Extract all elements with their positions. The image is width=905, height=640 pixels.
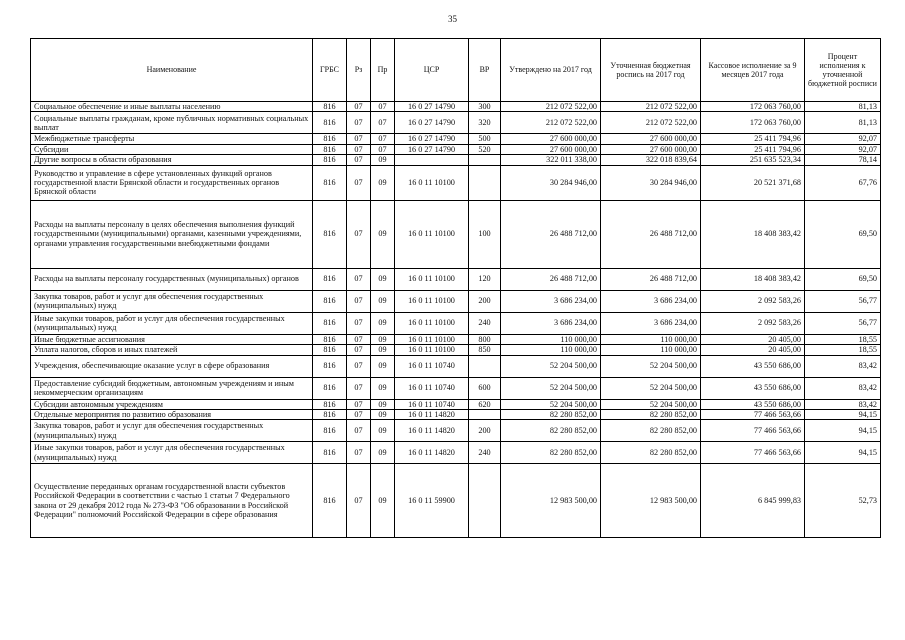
- table-cell-cash: 25 411 794,96: [701, 144, 805, 154]
- table-cell-cash: 251 635 523,34: [701, 155, 805, 165]
- table-cell-refined: 82 280 852,00: [601, 420, 701, 442]
- table-cell-refined: 212 072 522,00: [601, 112, 701, 134]
- table-cell-refined: 26 488 712,00: [601, 200, 701, 268]
- table-cell-name: Закупка товаров, работ и услуг для обеспечения государственных (муниципальных) нужд: [31, 420, 313, 442]
- table-row: [31, 165, 881, 200]
- table-cell-name: Осуществление переданных органам государственной власти субъектов Российской Федерации в соответствии с частью 1 статьи 7 Федерального закона от 29 декабря 2012 года № 273-ФЗ "Об образовании в Российской Федерации" полномочий Российской Федерации в сфере образования: [31, 464, 313, 538]
- table-cell-refined: 52 204 500,00: [601, 355, 701, 377]
- header-pr: Пр: [371, 39, 395, 102]
- table-row: [31, 268, 881, 290]
- table-cell-rz: 07: [347, 144, 371, 154]
- table-cell-grbs: 816: [313, 420, 347, 442]
- table-row: [31, 399, 881, 409]
- table-cell-csr: 16 0 11 10100: [395, 200, 469, 268]
- table-cell-refined: 110 000,00: [601, 345, 701, 355]
- table-cell-refined: 82 280 852,00: [601, 409, 701, 419]
- table-cell-vr: [469, 155, 501, 165]
- table-cell-percent: 52,73: [805, 464, 881, 538]
- table-cell-grbs: 816: [313, 377, 347, 399]
- table-cell-vr: 240: [469, 312, 501, 334]
- table-cell-name: Закупка товаров, работ и услуг для обеспечения государственных (муниципальных) нужд: [31, 290, 313, 312]
- table-cell-name: Руководство и управление в сфере установленных функций органов государственной власти Брянской области и государственных органов Брянской области: [31, 165, 313, 200]
- table-cell-csr: 16 0 11 10100: [395, 312, 469, 334]
- table-cell-pr: 09: [371, 464, 395, 538]
- table-cell-pr: 09: [371, 312, 395, 334]
- table-cell-name: Социальные выплаты гражданам, кроме публичных нормативных социальных выплат: [31, 112, 313, 134]
- table-cell-rz: 07: [347, 464, 371, 538]
- table-cell-pr: 09: [371, 290, 395, 312]
- table-cell-csr: 16 0 11 10740: [395, 399, 469, 409]
- table-cell-approved: 212 072 522,00: [501, 102, 601, 112]
- table-row: [31, 409, 881, 419]
- table-cell-pr: 09: [371, 345, 395, 355]
- table-cell-pr: 09: [371, 399, 395, 409]
- table-cell-cash: 77 466 563,66: [701, 420, 805, 442]
- table-cell-cash: 6 845 999,83: [701, 464, 805, 538]
- table-cell-vr: [469, 409, 501, 419]
- table-cell-csr: 16 0 11 10740: [395, 355, 469, 377]
- table-cell-pr: 07: [371, 112, 395, 134]
- table-cell-rz: 07: [347, 268, 371, 290]
- table-cell-percent: 81,13: [805, 112, 881, 134]
- table-cell-refined: 212 072 522,00: [601, 102, 701, 112]
- table-cell-percent: 92,07: [805, 144, 881, 154]
- table-cell-vr: [469, 464, 501, 538]
- table-cell-cash: 20 405,00: [701, 334, 805, 344]
- table-cell-refined: 3 686 234,00: [601, 312, 701, 334]
- table-cell-name: Расходы на выплаты персоналу в целях обеспечения выполнения функций государственными (муниципальными) органами, казенными учреждениями, органами управления государственными внебюджетными фондами: [31, 200, 313, 268]
- table-cell-percent: 56,77: [805, 290, 881, 312]
- table-cell-cash: 25 411 794,96: [701, 134, 805, 144]
- table-cell-approved: 82 280 852,00: [501, 442, 601, 464]
- table-cell-pr: 09: [371, 442, 395, 464]
- table-cell-pr: 09: [371, 268, 395, 290]
- table-cell-pr: 09: [371, 165, 395, 200]
- table-row: [31, 420, 881, 442]
- table-cell-name: Расходы на выплаты персоналу государственных (муниципальных) органов: [31, 268, 313, 290]
- table-cell-approved: 52 204 500,00: [501, 355, 601, 377]
- table-cell-pr: 07: [371, 102, 395, 112]
- table-cell-approved: 52 204 500,00: [501, 377, 601, 399]
- table-cell-percent: 56,77: [805, 312, 881, 334]
- table-cell-rz: 07: [347, 312, 371, 334]
- table-cell-vr: 240: [469, 442, 501, 464]
- table-cell-pr: 09: [371, 200, 395, 268]
- table-cell-pr: 09: [371, 334, 395, 344]
- table-cell-name: Иные закупки товаров, работ и услуг для обеспечения государственных (муниципальных) нужд: [31, 442, 313, 464]
- table-cell-csr: 16 0 11 14820: [395, 409, 469, 419]
- table-cell-csr: 16 0 11 10100: [395, 345, 469, 355]
- table-cell-cash: 2 092 583,26: [701, 312, 805, 334]
- table-cell-csr: 16 0 11 14820: [395, 442, 469, 464]
- table-cell-percent: 18,55: [805, 345, 881, 355]
- header-percent: Процент исполнения к уточненной бюджетной росписи: [805, 39, 881, 102]
- table-cell-approved: 82 280 852,00: [501, 420, 601, 442]
- table-cell-csr: 16 0 11 10100: [395, 290, 469, 312]
- table-cell-pr: 09: [371, 377, 395, 399]
- table-cell-approved: 27 600 000,00: [501, 134, 601, 144]
- table-cell-vr: 800: [469, 334, 501, 344]
- table-row: [31, 312, 881, 334]
- table-cell-percent: 78,14: [805, 155, 881, 165]
- table-cell-grbs: 816: [313, 334, 347, 344]
- table-cell-approved: 110 000,00: [501, 345, 601, 355]
- table-cell-refined: 52 204 500,00: [601, 399, 701, 409]
- table-cell-approved: 52 204 500,00: [501, 399, 601, 409]
- table-cell-rz: 07: [347, 399, 371, 409]
- table-cell-grbs: 816: [313, 345, 347, 355]
- table-cell-vr: 600: [469, 377, 501, 399]
- table-cell-cash: 43 550 686,00: [701, 355, 805, 377]
- table-cell-rz: 07: [347, 112, 371, 134]
- table-row: [31, 464, 881, 538]
- header-name: Наименование: [31, 39, 313, 102]
- table-cell-grbs: 816: [313, 355, 347, 377]
- table-cell-percent: 18,55: [805, 334, 881, 344]
- table-cell-cash: 20 521 371,68: [701, 165, 805, 200]
- table-cell-grbs: 816: [313, 134, 347, 144]
- table-cell-vr: 300: [469, 102, 501, 112]
- page-number: 35: [448, 14, 457, 24]
- table-row: [31, 442, 881, 464]
- table-cell-grbs: 816: [313, 200, 347, 268]
- table-cell-percent: 94,15: [805, 442, 881, 464]
- table-row: [31, 334, 881, 344]
- table-cell-cash: 77 466 563,66: [701, 409, 805, 419]
- table-cell-csr: 16 0 11 14820: [395, 420, 469, 442]
- table-cell-grbs: 816: [313, 144, 347, 154]
- table-cell-refined: 27 600 000,00: [601, 144, 701, 154]
- header-approved: Утверждено на 2017 год: [501, 39, 601, 102]
- table-cell-refined: 82 280 852,00: [601, 442, 701, 464]
- table-cell-vr: 100: [469, 200, 501, 268]
- table-cell-refined: 26 488 712,00: [601, 268, 701, 290]
- header-vr: ВР: [469, 39, 501, 102]
- table-cell-csr: 16 0 11 10100: [395, 165, 469, 200]
- table-cell-cash: 18 408 383,42: [701, 200, 805, 268]
- table-cell-csr: 16 0 11 59900: [395, 464, 469, 538]
- table-cell-pr: 09: [371, 155, 395, 165]
- table-cell-approved: 26 488 712,00: [501, 268, 601, 290]
- table-cell-refined: 12 983 500,00: [601, 464, 701, 538]
- table-cell-refined: 3 686 234,00: [601, 290, 701, 312]
- table-cell-pr: 09: [371, 409, 395, 419]
- table-cell-cash: 2 092 583,26: [701, 290, 805, 312]
- table-row: [31, 134, 881, 144]
- table-cell-name: Межбюджетные трансферты: [31, 134, 313, 144]
- table-cell-vr: 500: [469, 134, 501, 144]
- table-cell-rz: 07: [347, 345, 371, 355]
- table-cell-refined: 52 204 500,00: [601, 377, 701, 399]
- table-cell-approved: 26 488 712,00: [501, 200, 601, 268]
- table-row: [31, 377, 881, 399]
- table-cell-refined: 27 600 000,00: [601, 134, 701, 144]
- table-cell-vr: 850: [469, 345, 501, 355]
- table-cell-percent: 92,07: [805, 134, 881, 144]
- table-cell-vr: 520: [469, 144, 501, 154]
- table-cell-percent: 83,42: [805, 377, 881, 399]
- table-row: [31, 144, 881, 154]
- table-cell-percent: 94,15: [805, 420, 881, 442]
- table-cell-cash: 20 405,00: [701, 345, 805, 355]
- table-cell-name: Иные закупки товаров, работ и услуг для обеспечения государственных (муниципальных) нужд: [31, 312, 313, 334]
- table-cell-cash: 43 550 686,00: [701, 377, 805, 399]
- table-cell-approved: 27 600 000,00: [501, 144, 601, 154]
- table-cell-vr: [469, 165, 501, 200]
- table-cell-pr: 07: [371, 134, 395, 144]
- table-cell-rz: 07: [347, 442, 371, 464]
- table-row: [31, 200, 881, 268]
- table-cell-rz: 07: [347, 377, 371, 399]
- table-cell-rz: 07: [347, 165, 371, 200]
- table-cell-refined: 322 018 839,64: [601, 155, 701, 165]
- header-rz: Рз: [347, 39, 371, 102]
- table-cell-percent: 69,50: [805, 268, 881, 290]
- table-cell-vr: 200: [469, 420, 501, 442]
- table-cell-approved: 3 686 234,00: [501, 290, 601, 312]
- table-cell-grbs: 816: [313, 102, 347, 112]
- table-cell-approved: 3 686 234,00: [501, 312, 601, 334]
- table-cell-pr: 09: [371, 355, 395, 377]
- header-csr: ЦСР: [395, 39, 469, 102]
- table-cell-csr: 16 0 27 14790: [395, 102, 469, 112]
- table-cell-csr: 16 0 11 10740: [395, 377, 469, 399]
- budget-table: [30, 38, 881, 538]
- table-cell-rz: 07: [347, 420, 371, 442]
- table-cell-refined: 30 284 946,00: [601, 165, 701, 200]
- table-cell-name: Иные бюджетные ассигнования: [31, 334, 313, 344]
- table-cell-grbs: 816: [313, 268, 347, 290]
- table-cell-grbs: 816: [313, 290, 347, 312]
- table-cell-grbs: 816: [313, 409, 347, 419]
- table-cell-cash: 18 408 383,42: [701, 268, 805, 290]
- table-header-row: [31, 39, 881, 102]
- table-cell-grbs: 816: [313, 442, 347, 464]
- table-row: [31, 290, 881, 312]
- table-row: [31, 112, 881, 134]
- table-cell-name: Другие вопросы в области образования: [31, 155, 313, 165]
- table-cell-grbs: 816: [313, 464, 347, 538]
- table-cell-grbs: 816: [313, 155, 347, 165]
- table-cell-rz: 07: [347, 200, 371, 268]
- table-cell-approved: 110 000,00: [501, 334, 601, 344]
- table-cell-refined: 110 000,00: [601, 334, 701, 344]
- table-cell-cash: 43 550 686,00: [701, 399, 805, 409]
- table-row: [31, 155, 881, 165]
- table-cell-grbs: 816: [313, 399, 347, 409]
- table-cell-name: Предоставление субсидий бюджетным, автономным учреждениям и иным некоммерческим организациям: [31, 377, 313, 399]
- table-cell-percent: 81,13: [805, 102, 881, 112]
- header-grbs: ГРБС: [313, 39, 347, 102]
- table-row: [31, 345, 881, 355]
- table-cell-approved: 12 983 500,00: [501, 464, 601, 538]
- table-cell-csr: 16 0 27 14790: [395, 134, 469, 144]
- table-cell-vr: 120: [469, 268, 501, 290]
- table-body: [31, 102, 881, 538]
- table-cell-rz: 07: [347, 134, 371, 144]
- table-cell-csr: 16 0 11 10100: [395, 268, 469, 290]
- table-cell-grbs: 816: [313, 112, 347, 134]
- table-cell-percent: 83,42: [805, 399, 881, 409]
- table-cell-approved: 212 072 522,00: [501, 112, 601, 134]
- table-cell-csr: 16 0 11 10100: [395, 334, 469, 344]
- table-cell-vr: 200: [469, 290, 501, 312]
- table-cell-percent: 83,42: [805, 355, 881, 377]
- table-cell-approved: 30 284 946,00: [501, 165, 601, 200]
- table-cell-vr: 620: [469, 399, 501, 409]
- table-cell-cash: 77 466 563,66: [701, 442, 805, 464]
- table-cell-cash: 172 063 760,00: [701, 112, 805, 134]
- table-cell-approved: 322 011 338,00: [501, 155, 601, 165]
- table-cell-grbs: 816: [313, 165, 347, 200]
- table-cell-approved: 82 280 852,00: [501, 409, 601, 419]
- table-cell-percent: 67,76: [805, 165, 881, 200]
- table-cell-pr: 07: [371, 144, 395, 154]
- table-cell-rz: 07: [347, 409, 371, 419]
- table-cell-vr: 320: [469, 112, 501, 134]
- table-cell-pr: 09: [371, 420, 395, 442]
- table-cell-name: Социальное обеспечение и иные выплаты населению: [31, 102, 313, 112]
- table-cell-rz: 07: [347, 155, 371, 165]
- table-cell-name: Учреждения, обеспечивающие оказание услуг в сфере образования: [31, 355, 313, 377]
- table-cell-rz: 07: [347, 290, 371, 312]
- header-refined: Уточненная бюджетная роспись на 2017 год: [601, 39, 701, 102]
- header-cash: Кассовое исполнение за 9 месяцев 2017 года: [701, 39, 805, 102]
- table-cell-csr: 16 0 27 14790: [395, 112, 469, 134]
- table-cell-name: Субсидии автономным учреждениям: [31, 399, 313, 409]
- table-cell-name: Уплата налогов, сборов и иных платежей: [31, 345, 313, 355]
- table-row: [31, 102, 881, 112]
- table-cell-grbs: 816: [313, 312, 347, 334]
- table-cell-rz: 07: [347, 102, 371, 112]
- table-cell-csr: [395, 155, 469, 165]
- table-cell-percent: 94,15: [805, 409, 881, 419]
- table-cell-percent: 69,50: [805, 200, 881, 268]
- table-cell-rz: 07: [347, 334, 371, 344]
- table-cell-vr: [469, 355, 501, 377]
- table-cell-rz: 07: [347, 355, 371, 377]
- table-cell-name: Субсидии: [31, 144, 313, 154]
- table-row: [31, 355, 881, 377]
- table-cell-cash: 172 063 760,00: [701, 102, 805, 112]
- table-cell-csr: 16 0 27 14790: [395, 144, 469, 154]
- table-cell-name: Отдельные мероприятия по развитию образования: [31, 409, 313, 419]
